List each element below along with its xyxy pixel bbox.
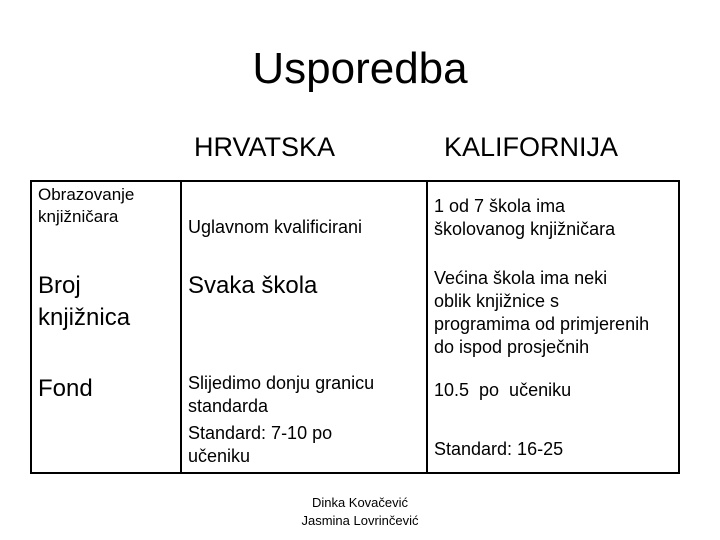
table-column-divider	[426, 182, 428, 472]
row-label-obrazovanje: Obrazovanje knjižničara	[38, 185, 135, 226]
table-column-divider	[180, 182, 182, 472]
row-label-fond: Fond	[38, 375, 93, 402]
cell-kalifornija-broj-knjiznica: Većina škola ima neki oblik knjižnice s programima od primjerenih do ispod prosječnih	[434, 268, 650, 357]
cell-hrvatska-fond: Slijedimo donju granicu standarda Standard: 7-10 po učeniku	[188, 373, 375, 466]
slide-title: Usporedba	[252, 44, 468, 93]
row-label-broj-knjiznica: Broj knjižnica	[38, 272, 131, 331]
cell-hrvatska-broj-knjiznica: Svaka škola	[188, 272, 318, 299]
column-header-hrvatska: HRVATSKA	[194, 132, 336, 162]
comparison-table	[30, 180, 680, 474]
column-header-kalifornija: KALIFORNIJA	[444, 132, 619, 162]
cell-hrvatska-obrazovanje: Uglavnom kvalificirani	[188, 217, 363, 237]
cell-kalifornija-obrazovanje: 1 od 7 škola ima školovanog knjižničara	[434, 196, 616, 239]
cell-kalifornija-fond: 10.5 po učeniku Standard: 16-25	[434, 380, 572, 459]
author-credits: Dinka Kovačević Jasmina Lovrinčević	[301, 495, 419, 528]
